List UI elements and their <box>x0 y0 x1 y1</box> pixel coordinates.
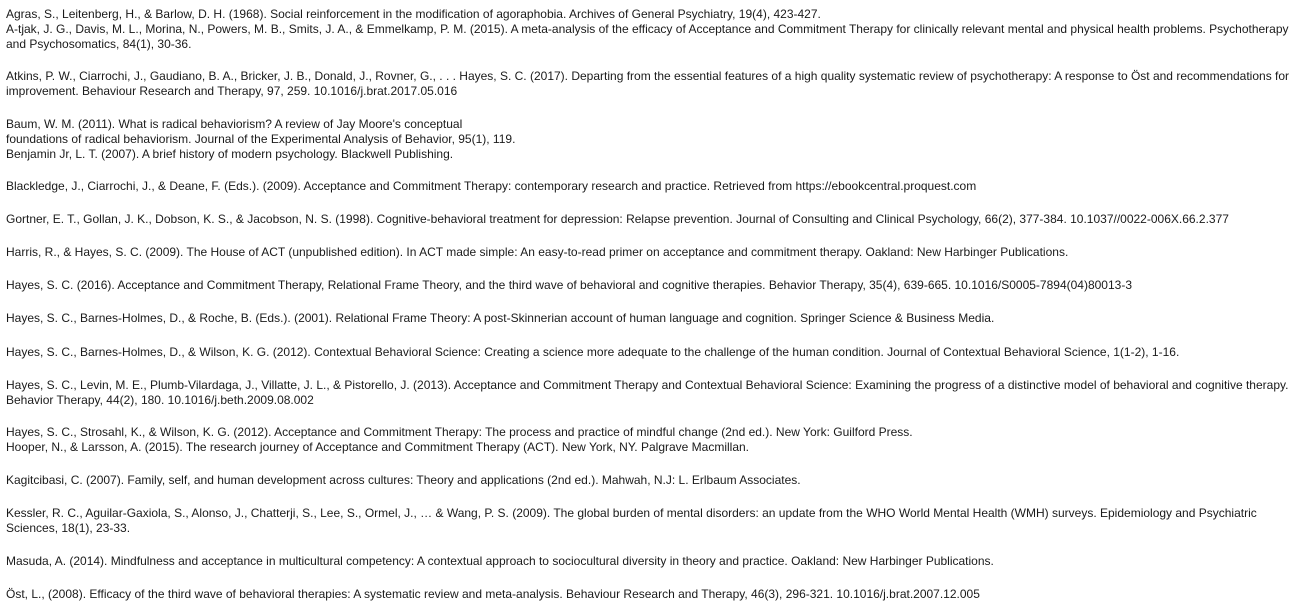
reference-entry: Kessler, R. C., Aguilar-Gaxiola, S., Alonso, J., Chatterji, S., Lee, S., Ormel, J., … & Wang, P. S. (2009). The global burden of mental disorders: an update from the WHO World Mental Health (WMH) surveys. Epidemiology and Psychiatric Sciences, 18(1), 23-33. <box>6 506 1257 535</box>
reference-entry: Hayes, S. C., Barnes-Holmes, D., & Roche, B. (Eds.). (2001). Relational Frame Theory: A post-Skinnerian account of human language and cognition. Springer Science & Business Media. <box>6 311 995 325</box>
reference-entry: Baum, W. M. (2011). What is radical behaviorism? A review of Jay Moore's conceptual <box>6 117 463 131</box>
reference-entry: A-tjak, J. G., Davis, M. L., Morina, N., Powers, M. B., Smits, J. A., & Emmelkamp, P. M. (2015). A meta-analysis of the efficacy of Acceptance and Commitment Therapy for clinically relevant mental and physical health problems. Psychotherapy and Psychosomatics, 84(1), 30-36. <box>6 22 1289 51</box>
reference-entry: Öst, L., (2008). Efficacy of the third wave of behavioral therapies: A systematic review and meta-analysis. Behaviour Research and Therapy, 46(3), 296-321. 10.1016/j.brat.2007.12.005 <box>6 587 980 601</box>
reference-entry: Hooper, N., & Larsson, A. (2015). The research journey of Acceptance and Commitment Therapy (ACT). New York, NY. Palgrave Macmillan. <box>6 440 750 454</box>
reference-entry: Hayes, S. C., Levin, M. E., Plumb-Vilardaga, J., Villatte, J. L., & Pistorello, J. (2013). Acceptance and Commitment Therapy and Contextual Behavioral Science: Examining the progress of a distinctive model of behavioral and cognitive therapy. Behavior Therapy, 44(2), 180. 10.1016/j.beth.2009.08.002 <box>6 378 1289 407</box>
reference-entry: Harris, R., & Hayes, S. C. (2009). The House of ACT (unpublished edition). In ACT made simple: An easy-to-read primer on acceptance and commitment therapy. Oakland: New Harbinger Publications. <box>6 245 1069 259</box>
reference-entry: Agras, S., Leitenberg, H., & Barlow, D. H. (1968). Social reinforcement in the modification of agoraphobia. Archives of General Psychiatry, 19(4), 423-427. <box>6 7 821 21</box>
reference-entry: Gortner, E. T., Gollan, J. K., Dobson, K. S., & Jacobson, N. S. (1998). Cognitive-behavioral treatment for depression: Relapse prevention. Journal of Consulting and Clinical Psychology, 66(2), 377-384. 10.1037//0022-006X.66.2.377 <box>6 212 1229 226</box>
reference-entry-continuation: foundations of radical behaviorism. Journal of the Experimental Analysis of Behavior, 95(1), 119. <box>6 132 516 146</box>
reference-entry: Blackledge, J., Ciarrochi, J., & Deane, F. (Eds.). (2009). Acceptance and Commitment Therapy: contemporary research and practice. Retrieved from https://ebookcentral.proquest.com <box>6 179 977 193</box>
reference-entry: Benjamin Jr, L. T. (2007). A brief history of modern psychology. Blackwell Publishing. <box>6 147 454 161</box>
reference-entry: Masuda, A. (2014). Mindfulness and acceptance in multicultural competency: A contextual approach to sociocultural diversity in theory and practice. Oakland: New Harbinger Publications. <box>6 554 994 568</box>
reference-entry: Hayes, S. C., Strosahl, K., & Wilson, K. G. (2012). Acceptance and Commitment Therapy: The process and practice of mindful change (2nd ed.). New York: Guilford Press. <box>6 425 913 439</box>
reference-entry: Hayes, S. C., Barnes-Holmes, D., & Wilson, K. G. (2012). Contextual Behavioral Science: Creating a science more adequate to the challenge of the human condition. Journal of Contextual Behavioral Science, 1(1-2), 1-16. <box>6 345 1180 359</box>
reference-entry: Kagitcibasi, C. (2007). Family, self, and human development across cultures: Theory and applications (2nd ed.). Mahwah, N.J: L. Erlbaum Associates. <box>6 473 801 487</box>
reference-entry: Atkins, P. W., Ciarrochi, J., Gaudiano, B. A., Bricker, J. B., Donald, J., Rovner, G., . . . Hayes, S. C. (2017). Departing from the essential features of a high quality systematic review of psychotherapy: A response to Öst and recommendations for improvement. Behaviour Research and Therapy, 97, 259. 10.1016/j.brat.2017.05.016 <box>6 69 1290 98</box>
reference-entry: Hayes, S. C. (2016). Acceptance and Commitment Therapy, Relational Frame Theory, and the third wave of behavioral and cognitive therapies. Behavior Therapy, 35(4), 639-665. 10.1016/S0005-7894(04)80013-3 <box>6 278 1132 292</box>
